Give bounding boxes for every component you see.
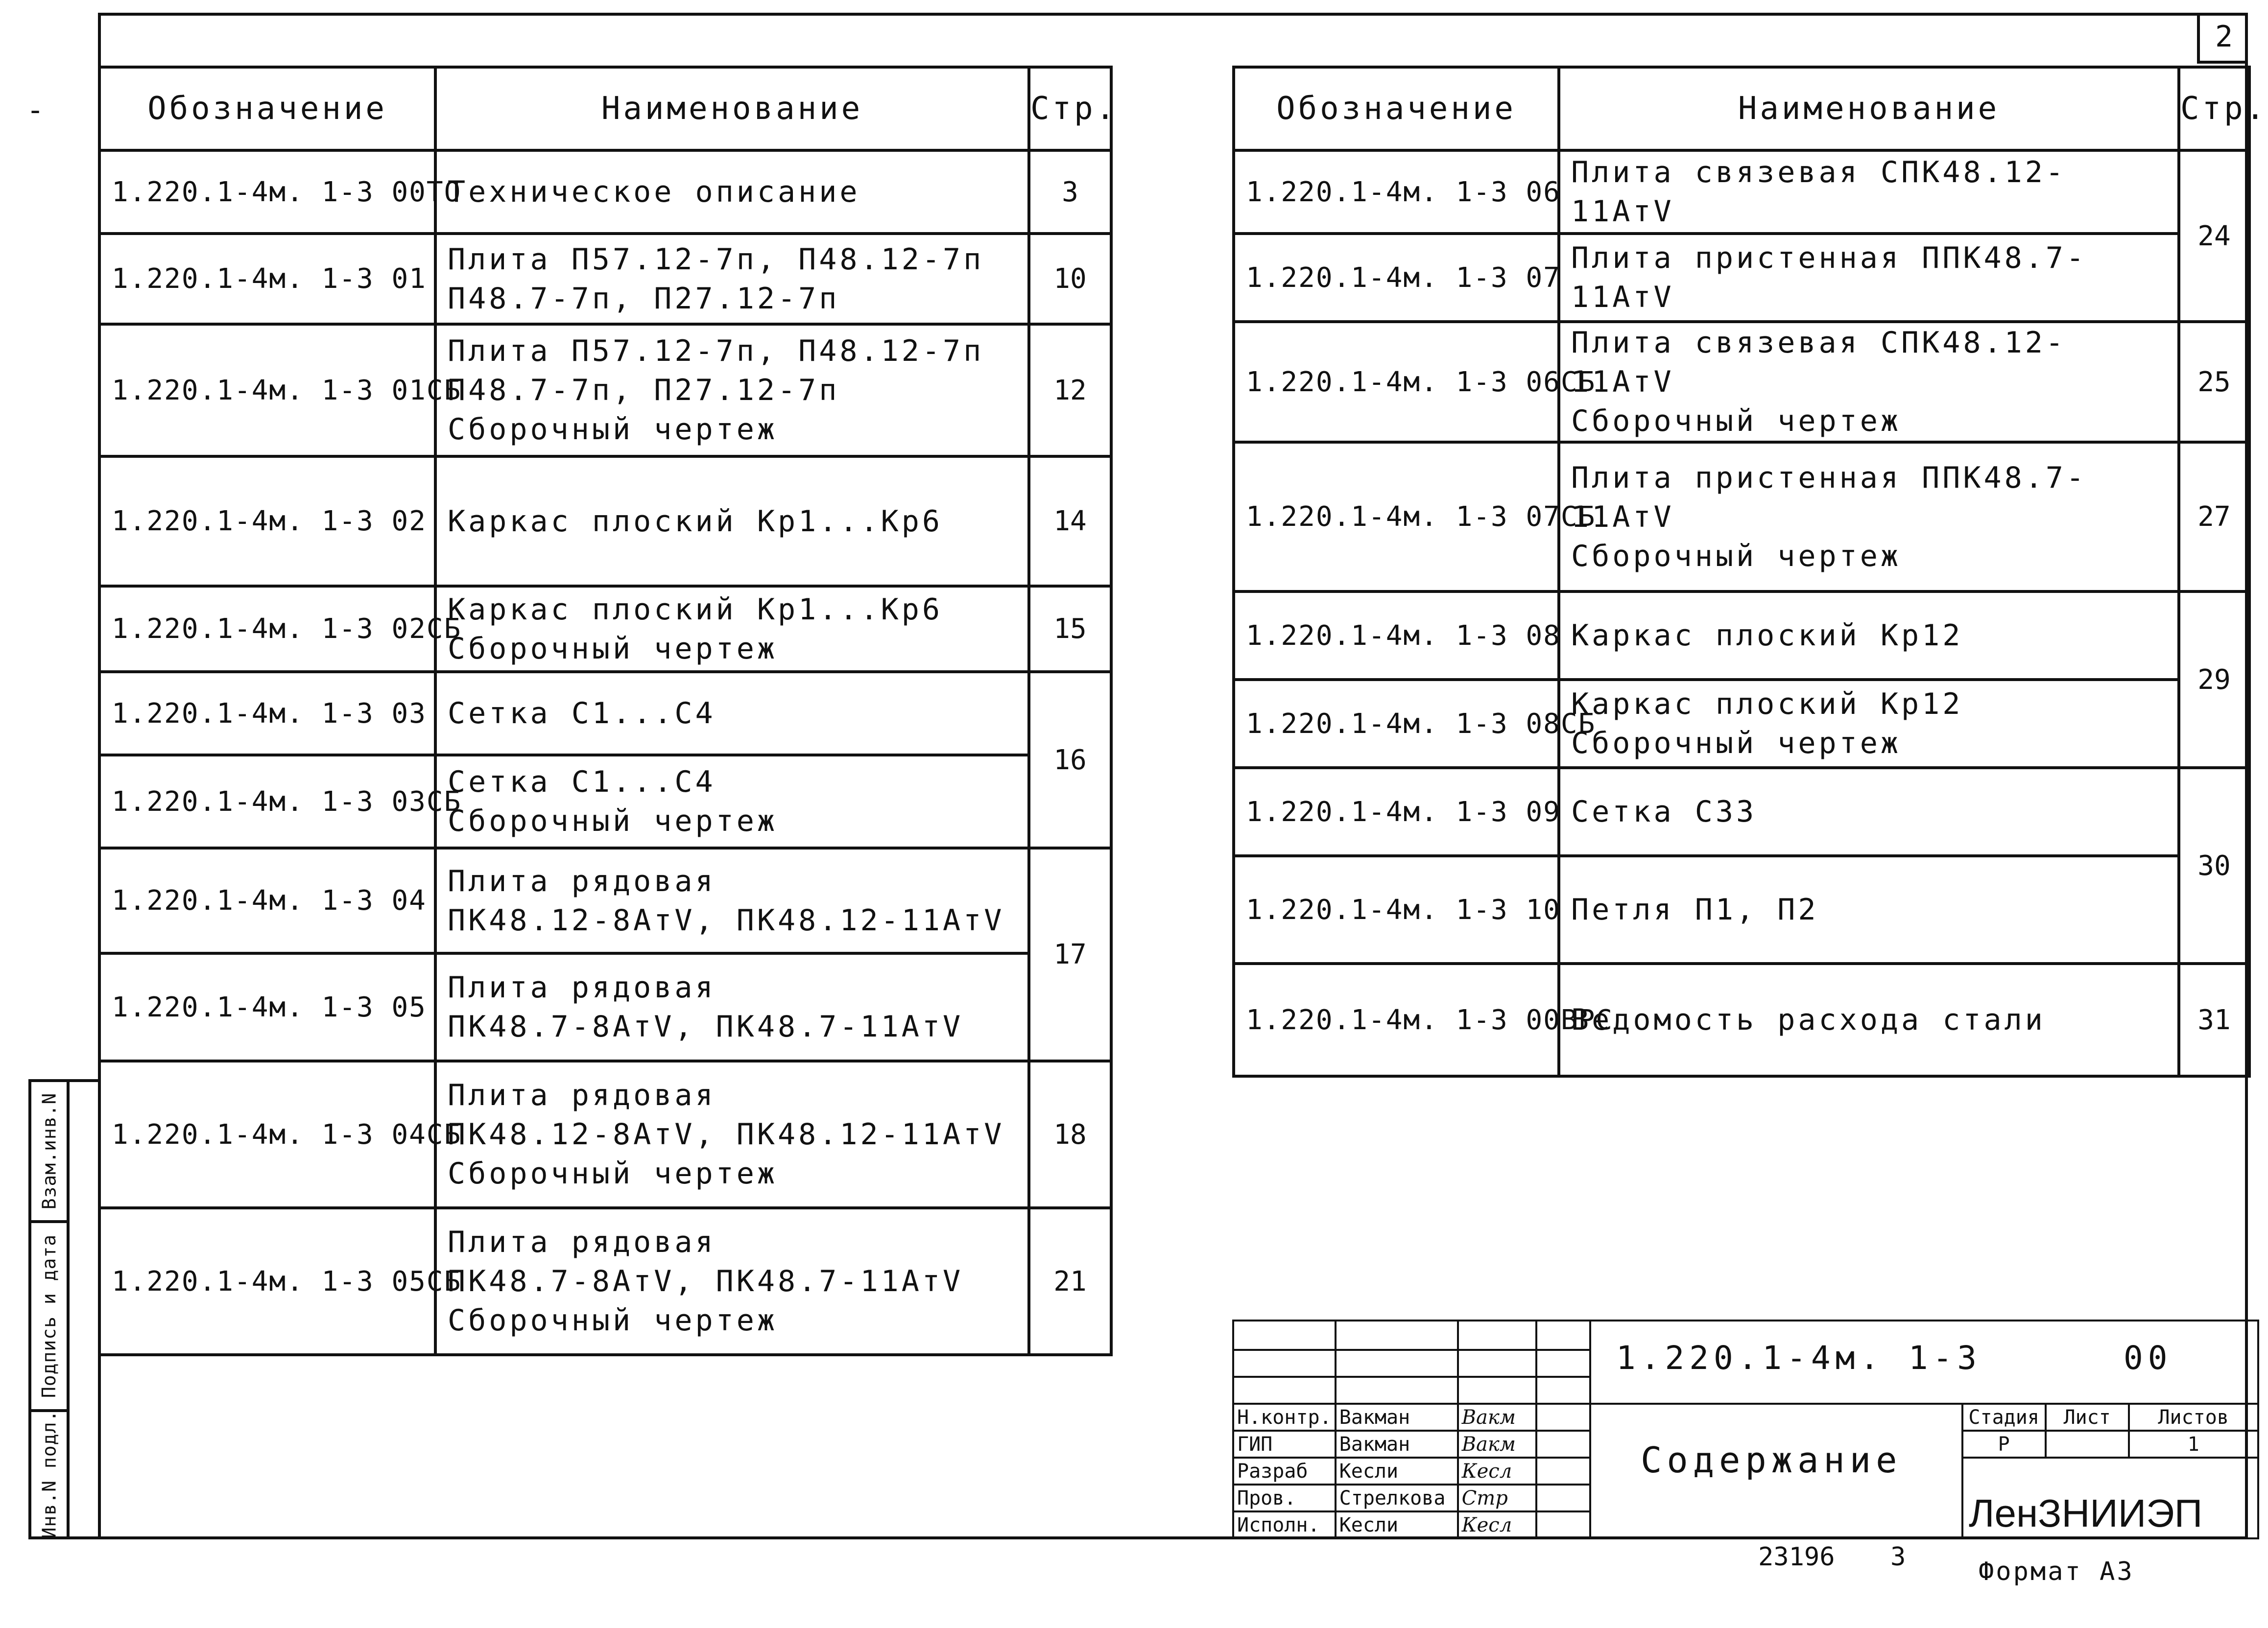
table-row (99, 953, 1111, 1061)
row-name: Каркас плоский Кр12 (1559, 591, 2179, 680)
row-name: Плита пристенная ППК48.7-11АтV Сборочный чертеж (1559, 442, 2179, 591)
signer-signature: Вакм (1458, 1431, 1536, 1458)
row-page: 31 (2179, 964, 2249, 1076)
organization-name: ЛенЗНИИЭП (1969, 1491, 2203, 1535)
signer-name: Кесли (1336, 1458, 1458, 1485)
table-header-row (99, 67, 1111, 150)
signer-name: Стрелкова (1336, 1485, 1458, 1511)
signer-role: ГИП (1233, 1431, 1336, 1458)
signer-role: Н.контр. (1233, 1404, 1336, 1431)
row-name: Плита рядовая ПК48.12-8АтV, ПК48.12-11АтV Сборочный чертеж (435, 1061, 1029, 1208)
row-name: Плита рядовая ПК48.12-8АтV, ПК48.12-11АтV (435, 848, 1029, 953)
table-row (1234, 150, 2249, 234)
table-row (1234, 768, 2249, 856)
row-designation: 1.220.1-4м. 1-3 01СБ (99, 324, 435, 456)
table-row (99, 150, 1111, 234)
table-row (99, 755, 1111, 848)
signer-signature: Стр (1458, 1485, 1536, 1511)
signer-row (1233, 1404, 2258, 1431)
row-name: Каркас плоский Кр1...Кр6 Сборочный чертеж (435, 586, 1029, 672)
row-name: Сетка С33 (1559, 768, 2179, 856)
row-page: 3 (1029, 150, 1111, 234)
signer-name: Вакман (1336, 1404, 1458, 1431)
right-contents-table (1232, 66, 2268, 1078)
row-name: Ведомость расхода стали (1559, 964, 2179, 1076)
row-name: Сетка С1...С4 Сборочный чертеж (435, 755, 1029, 848)
row-designation: 1.220.1-4м. 1-3 08СБ (1234, 680, 1559, 768)
row-page: 10 (1029, 234, 1111, 324)
table-row (99, 848, 1111, 953)
format-label: Формат А3 (1979, 1557, 2134, 1586)
table-row (1234, 591, 2249, 680)
header-page: Стр. (2179, 67, 2249, 150)
row-designation: 1.220.1-4м. 1-3 01 (99, 234, 435, 324)
row-name: Плита пристенная ППК48.7-11АтV (1559, 234, 2179, 322)
row-designation: 1.220.1-4м. 1-3 04 (99, 848, 435, 953)
row-designation: 1.220.1-4м. 1-3 00ТО (99, 150, 435, 234)
table-row (99, 234, 1111, 324)
row-designation: 1.220.1-4м. 1-3 03 (99, 672, 435, 755)
row-name: Плита рядовая ПК48.7-8АтV, ПК48.7-11АтV (435, 953, 1029, 1061)
row-designation: 1.220.1-4м. 1-3 10 (1234, 856, 1559, 964)
table-row (1234, 442, 2249, 591)
row-name: Плита рядовая ПК48.7-8АтV, ПК48.7-11АтV Сборочный чертеж (435, 1208, 1029, 1355)
signer-role: Исполн. (1233, 1511, 1336, 1538)
row-page: 17 (1029, 848, 1111, 1061)
document-code-tail: 00 (2124, 1339, 2173, 1377)
row-name: Плита связевая СПК48.12-11АтV (1559, 150, 2179, 234)
table-row (1234, 322, 2249, 442)
document-code: 1.220.1-4м. 1-3 (1616, 1339, 1982, 1377)
row-page: 21 (1029, 1208, 1111, 1355)
row-designation: 1.220.1-4м. 1-3 03СБ (99, 755, 435, 848)
table-row (99, 586, 1111, 672)
table-row (99, 324, 1111, 456)
sidebar-replacement-inv: Взам.инв.N (38, 1092, 60, 1210)
sheets-value: 1 (2129, 1431, 2258, 1458)
row-name: Плита П57.12-7п, П48.12-7п П48.7-7п, П27.12-7п Сборочный чертеж (435, 324, 1029, 456)
row-designation: 1.220.1-4м. 1-3 04СБ (99, 1061, 435, 1208)
signer-signature: Вакм (1458, 1404, 1536, 1431)
row-name: Плита связевая СПК48.12-11АтV Сборочный чертеж (1559, 322, 2179, 442)
table-row (99, 672, 1111, 755)
row-designation: 1.220.1-4м. 1-3 09 (1234, 768, 1559, 856)
signer-signature: Кесл (1458, 1511, 1536, 1538)
left-contents-table (98, 66, 1118, 1356)
row-designation: 1.220.1-4м. 1-3 00ВРС (1234, 964, 1559, 1076)
row-page: 14 (1029, 456, 1111, 586)
header-designation: Обозначение (99, 67, 435, 150)
table-row (1234, 680, 2249, 768)
sheet-value (2046, 1431, 2129, 1458)
header-name: Наименование (1559, 67, 2179, 150)
row-name: Петля П1, П2 (1559, 856, 2179, 964)
sidebar-inv-original: Инв.N подл. (38, 1410, 60, 1539)
sheets-label: Листов (2129, 1404, 2258, 1431)
row-page: 30 (2179, 768, 2249, 964)
row-name: Техническое описание (435, 150, 1029, 234)
signer-name: Вакман (1336, 1431, 1458, 1458)
row-designation: 1.220.1-4м. 1-3 06 (1234, 150, 1559, 234)
table-row (99, 456, 1111, 586)
margin-mark: - (26, 93, 45, 127)
table-row (1234, 234, 2249, 322)
row-page: 27 (2179, 442, 2249, 591)
row-name: Каркас плоский Кр1...Кр6 (435, 456, 1029, 586)
signer-role: Разраб (1233, 1458, 1336, 1485)
signer-name: Кесли (1336, 1511, 1458, 1538)
sidebar-signature-date: Подпись и дата (38, 1234, 60, 1398)
row-name: Плита П57.12-7п, П48.12-7п П48.7-7п, П27.12-7п (435, 234, 1029, 324)
sheet-number: 2 (2197, 13, 2248, 64)
row-page: 29 (2179, 591, 2249, 768)
approval-sidebar (28, 1079, 101, 1539)
row-designation: 1.220.1-4м. 1-3 02 (99, 456, 435, 586)
signer-signature: Кесл (1458, 1458, 1536, 1485)
signer-role: Пров. (1233, 1485, 1336, 1511)
row-name: Каркас плоский Кр12 Сборочный чертеж (1559, 680, 2179, 768)
table-row (99, 1061, 1111, 1208)
stage-label: Стадия (1962, 1404, 2046, 1431)
stage-value: Р (1962, 1431, 2046, 1458)
row-designation: 1.220.1-4м. 1-3 08 (1234, 591, 1559, 680)
table-row (99, 1208, 1111, 1355)
document-title: Содержание (1641, 1439, 1902, 1481)
header-page: Стр. (1029, 67, 1111, 150)
header-designation: Обозначение (1234, 67, 1559, 150)
row-designation: 1.220.1-4м. 1-3 06СБ (1234, 322, 1559, 442)
row-designation: 1.220.1-4м. 1-3 07 (1234, 234, 1559, 322)
row-name: Сетка С1...С4 (435, 672, 1029, 755)
row-page: 18 (1029, 1061, 1111, 1208)
row-page: 15 (1029, 586, 1111, 672)
row-designation: 1.220.1-4м. 1-3 07СБ (1234, 442, 1559, 591)
row-page: 25 (2179, 322, 2249, 442)
inventory-number: 23196 (1758, 1542, 1835, 1572)
header-name: Наименование (435, 67, 1029, 150)
table-header-row (1234, 67, 2249, 150)
row-page: 24 (2179, 150, 2249, 322)
sheet-label: Лист (2046, 1404, 2129, 1431)
table-row (1234, 964, 2249, 1076)
row-designation: 1.220.1-4м. 1-3 05СБ (99, 1208, 435, 1355)
row-designation: 1.220.1-4м. 1-3 05 (99, 953, 435, 1061)
row-designation: 1.220.1-4м. 1-3 02СБ (99, 586, 435, 672)
row-page: 12 (1029, 324, 1111, 456)
row-page: 16 (1029, 672, 1111, 848)
table-row (1234, 856, 2249, 964)
inventory-sheet: 3 (1890, 1542, 1906, 1572)
